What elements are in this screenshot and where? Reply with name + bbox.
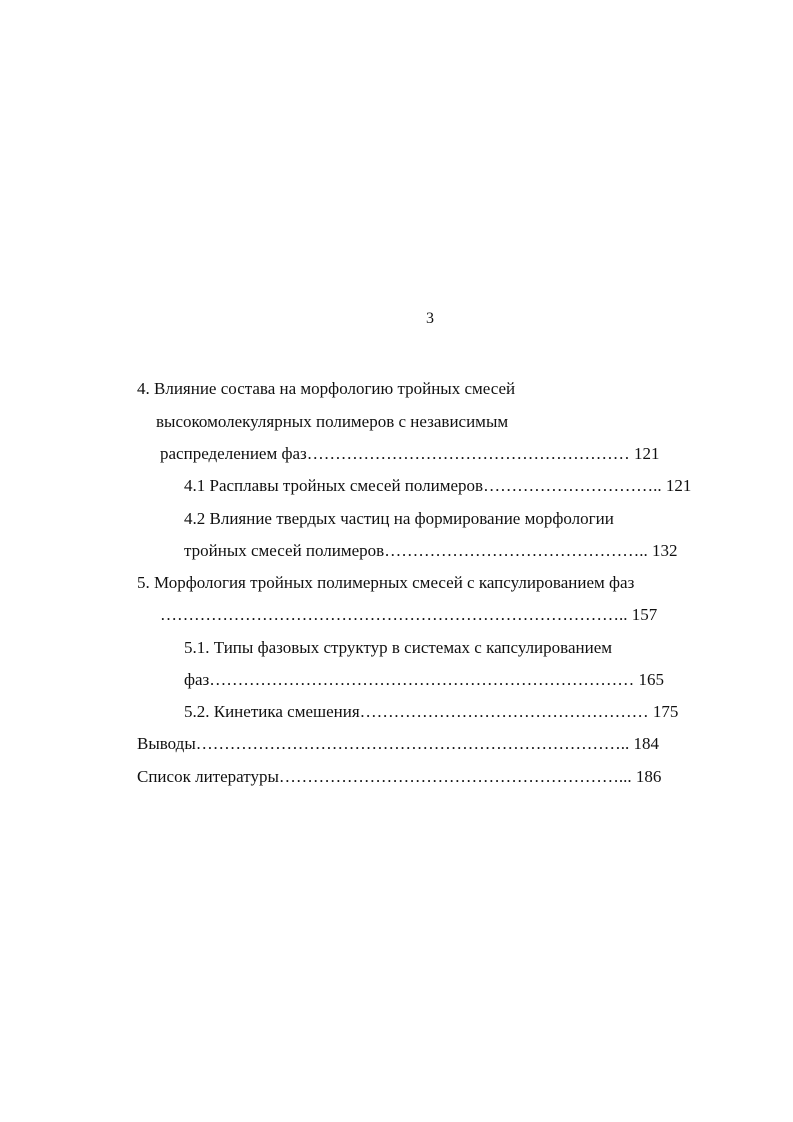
toc-chapter-4-title-line-2: высокомолекулярных полимеров с независимым [156,412,509,431]
toc-chapter-4-title-line-1: 4. Влияние состава на морфологию тройных смесей [137,379,516,398]
toc-section-5-1-line-2: фаз………………………………………………………………… 165 [184,670,665,689]
toc-section-5-1-line-1: 5.1. Типы фазовых структур в системах с капсулированием [184,638,612,657]
toc-section-4-2-line-2: тройных смесей полимеров……………………………………….. 132 [184,541,678,560]
toc-references: Список литературы……………………………………………………... 186 [137,767,662,786]
toc-chapter-5-title-line-1: 5. Морфология тройных полимерных смесей с капсулированием фаз [137,573,635,592]
page-number: 3 [426,310,434,327]
toc-section-4-2-line-1: 4.2 Влияние твердых частиц на формирование морфологии [184,509,614,528]
toc-chapter-4-title-line-3: распределением фаз………………………………………………… 121 [160,444,660,463]
toc-chapter-5-leader-line: ……………………………………………………………………….. 157 [160,605,658,624]
toc-section-4-1: 4.1 Расплавы тройных смесей полимеров………………………….. 121 [184,476,692,495]
toc-section-5-2: 5.2. Кинетика смешения…………………………………………… 175 [184,702,679,721]
toc-conclusions: Выводы………………………………………………………………….. 184 [137,734,660,753]
